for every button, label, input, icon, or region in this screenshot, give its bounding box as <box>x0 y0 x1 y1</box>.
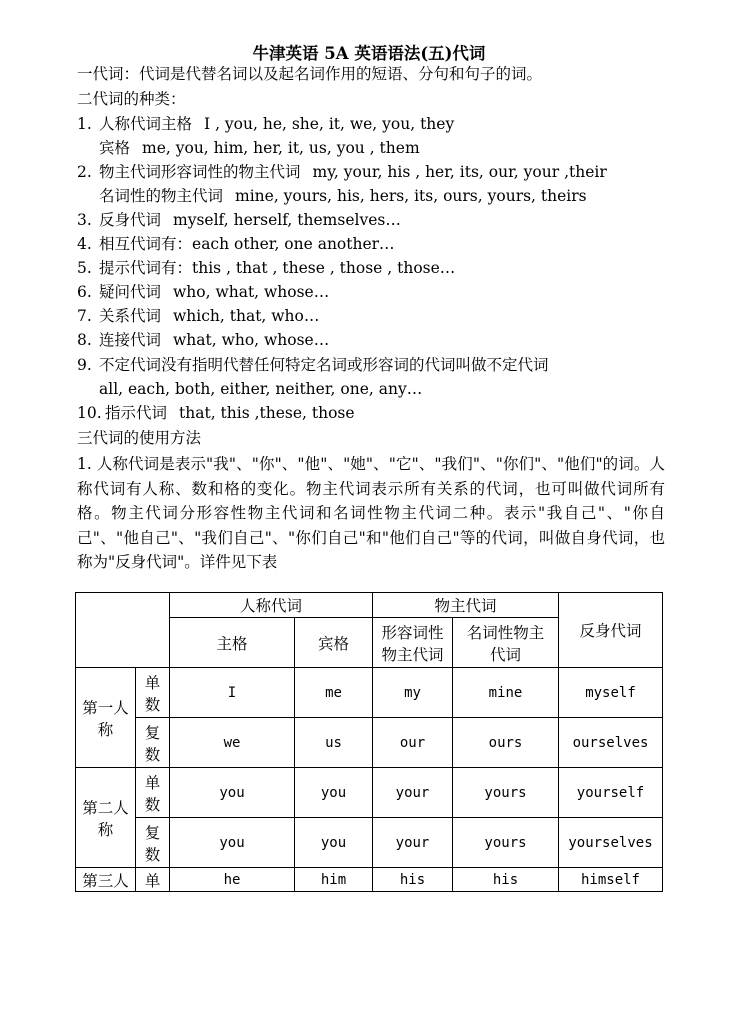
section-heading-kinds: 二代词的种类： <box>77 90 186 108</box>
item-words: which, that, who… <box>173 307 320 325</box>
item-label: 名词性的物主代词 <box>99 187 224 205</box>
table-cell: we <box>170 718 295 768</box>
header-object-case: 宾格 <box>295 618 373 668</box>
item-label: 疑问代词 <box>99 283 162 301</box>
item-number: 4. <box>77 235 92 253</box>
item-label: 提示代词有： <box>99 259 193 277</box>
row-label-third-person: 第三人 <box>76 868 136 892</box>
item-number: 6. <box>77 283 92 301</box>
kind-item <box>77 282 329 302</box>
table-cell: us <box>295 718 373 768</box>
item-label: 指示代词 <box>105 404 168 422</box>
table-cell: his <box>373 868 453 892</box>
table-row <box>76 768 663 818</box>
table-cell: he <box>170 868 295 892</box>
table-corner-cell <box>76 593 170 668</box>
item-words: my, your, his , her, its, our, your ,their <box>312 163 607 181</box>
header-personal-pronouns: 人称代词 <box>170 593 373 618</box>
kind-item <box>77 379 422 399</box>
item-words: mine, yours, his, hers, its, ours, yours, theirs <box>235 187 587 205</box>
item-words: who, what, whose… <box>173 283 330 301</box>
item-label: 物主代词形容词性的物主代词 <box>99 163 301 181</box>
table-row <box>76 668 663 718</box>
table-cell: you <box>295 768 373 818</box>
table-cell: mine <box>453 668 559 718</box>
item-words: me, you, him, her, it, us, you , them <box>142 139 420 157</box>
page-title: 牛津英语 5A 英语语法(五)代词 <box>252 44 486 63</box>
item-label: 不定代词没有指明代替任何特定名词或形容词的代词叫做不定代词 <box>99 356 549 374</box>
kind-item <box>77 234 395 254</box>
table-cell: ours <box>453 718 559 768</box>
item-words: this , that , these , those , those… <box>192 259 456 277</box>
table-cell: you <box>295 818 373 868</box>
table-cell: me <box>295 668 373 718</box>
header-reflexive-pronouns: 反身代词 <box>559 593 663 668</box>
table-cell: yourselves <box>559 818 663 868</box>
item-label: 相互代词有： <box>99 235 193 253</box>
item-label: 连接代词 <box>99 331 162 349</box>
row-label-singular: 单数 <box>136 668 170 718</box>
row-label-plural: 复数 <box>136 718 170 768</box>
table-cell: him <box>295 868 373 892</box>
row-label-plural: 复数 <box>136 818 170 868</box>
item-number: 7. <box>77 307 92 325</box>
header-noun-possessive: 名词性物主代词 <box>453 618 559 668</box>
kind-item <box>77 186 587 206</box>
item-number: 5. <box>77 259 92 277</box>
table-cell: our <box>373 718 453 768</box>
kind-item <box>77 114 454 134</box>
usage-paragraph: 1. 人称代词是表示"我"、"你"、"他"、"她"、"它"、"我们"、"你们"、"他们"的词。人称代词有人称、数和格的变化。物主代词表示所有关系的代词，也可叫做代词所有格。物主代词分形容性物主代词和名词性物主代词二种。表示"我自己"、"你自己"、"他自己"、"我们自己"、"你们自己"和"他们自己"等的代词，叫做自身代词，也称为"反身代词"。详件见下表 <box>77 455 665 572</box>
item-number: 2. <box>77 163 92 181</box>
table-cell: my <box>373 668 453 718</box>
item-number: 8. <box>77 331 92 349</box>
row-label-singular: 单数 <box>136 768 170 818</box>
item-number: 1. <box>77 115 92 133</box>
table-cell: you <box>170 768 295 818</box>
item-words: all, each, both, either, neither, one, any… <box>99 380 423 398</box>
table-cell: I <box>170 668 295 718</box>
table-cell: yours <box>453 768 559 818</box>
kind-item <box>77 258 455 278</box>
kind-item <box>77 355 549 375</box>
table-cell: his <box>453 868 559 892</box>
row-label-second-person: 第二人称 <box>76 768 136 868</box>
item-number: 9. <box>77 356 92 374</box>
item-number: 10. <box>77 404 102 422</box>
item-label: 反身代词 <box>99 211 162 229</box>
header-subject-case: 主格 <box>170 618 295 668</box>
row-label-first-person: 第一人称 <box>76 668 136 768</box>
header-adjective-possessive: 形容词性物主代词 <box>373 618 453 668</box>
item-label: 宾格 <box>99 139 131 157</box>
table-cell: yours <box>453 818 559 868</box>
kind-item <box>77 162 607 182</box>
item-words: I , you, he, she, it, we, you, they <box>204 115 455 133</box>
table-cell: himself <box>559 868 663 892</box>
kind-item <box>77 210 401 230</box>
table-cell: yourself <box>559 768 663 818</box>
item-words: that, this ,these, those <box>179 404 355 422</box>
item-words: each other, one another… <box>192 235 395 253</box>
table-cell: myself <box>559 668 663 718</box>
item-label: 人称代词主格 <box>99 115 193 133</box>
item-words: what, who, whose… <box>173 331 330 349</box>
item-label: 关系代词 <box>99 307 162 325</box>
item-words: myself, herself, themselves… <box>173 211 401 229</box>
kind-item <box>77 306 319 326</box>
table-row <box>76 868 663 892</box>
table-cell: your <box>373 818 453 868</box>
table-row <box>76 818 663 868</box>
table-cell: your <box>373 768 453 818</box>
table-row <box>76 718 663 768</box>
intro-line: 一代词：代词是代替名词以及起名词作用的短语、分句和句子的词。 <box>77 65 543 83</box>
table-cell: ourselves <box>559 718 663 768</box>
pronoun-table <box>75 592 663 892</box>
row-label-singular: 单 <box>136 868 170 892</box>
header-possessive-pronouns: 物主代词 <box>373 593 559 618</box>
kind-item <box>77 330 329 350</box>
kind-item <box>77 403 355 423</box>
section-heading-usage: 三代词的使用方法 <box>77 429 202 447</box>
item-number: 3. <box>77 211 92 229</box>
table-cell: you <box>170 818 295 868</box>
kind-item <box>77 138 420 158</box>
